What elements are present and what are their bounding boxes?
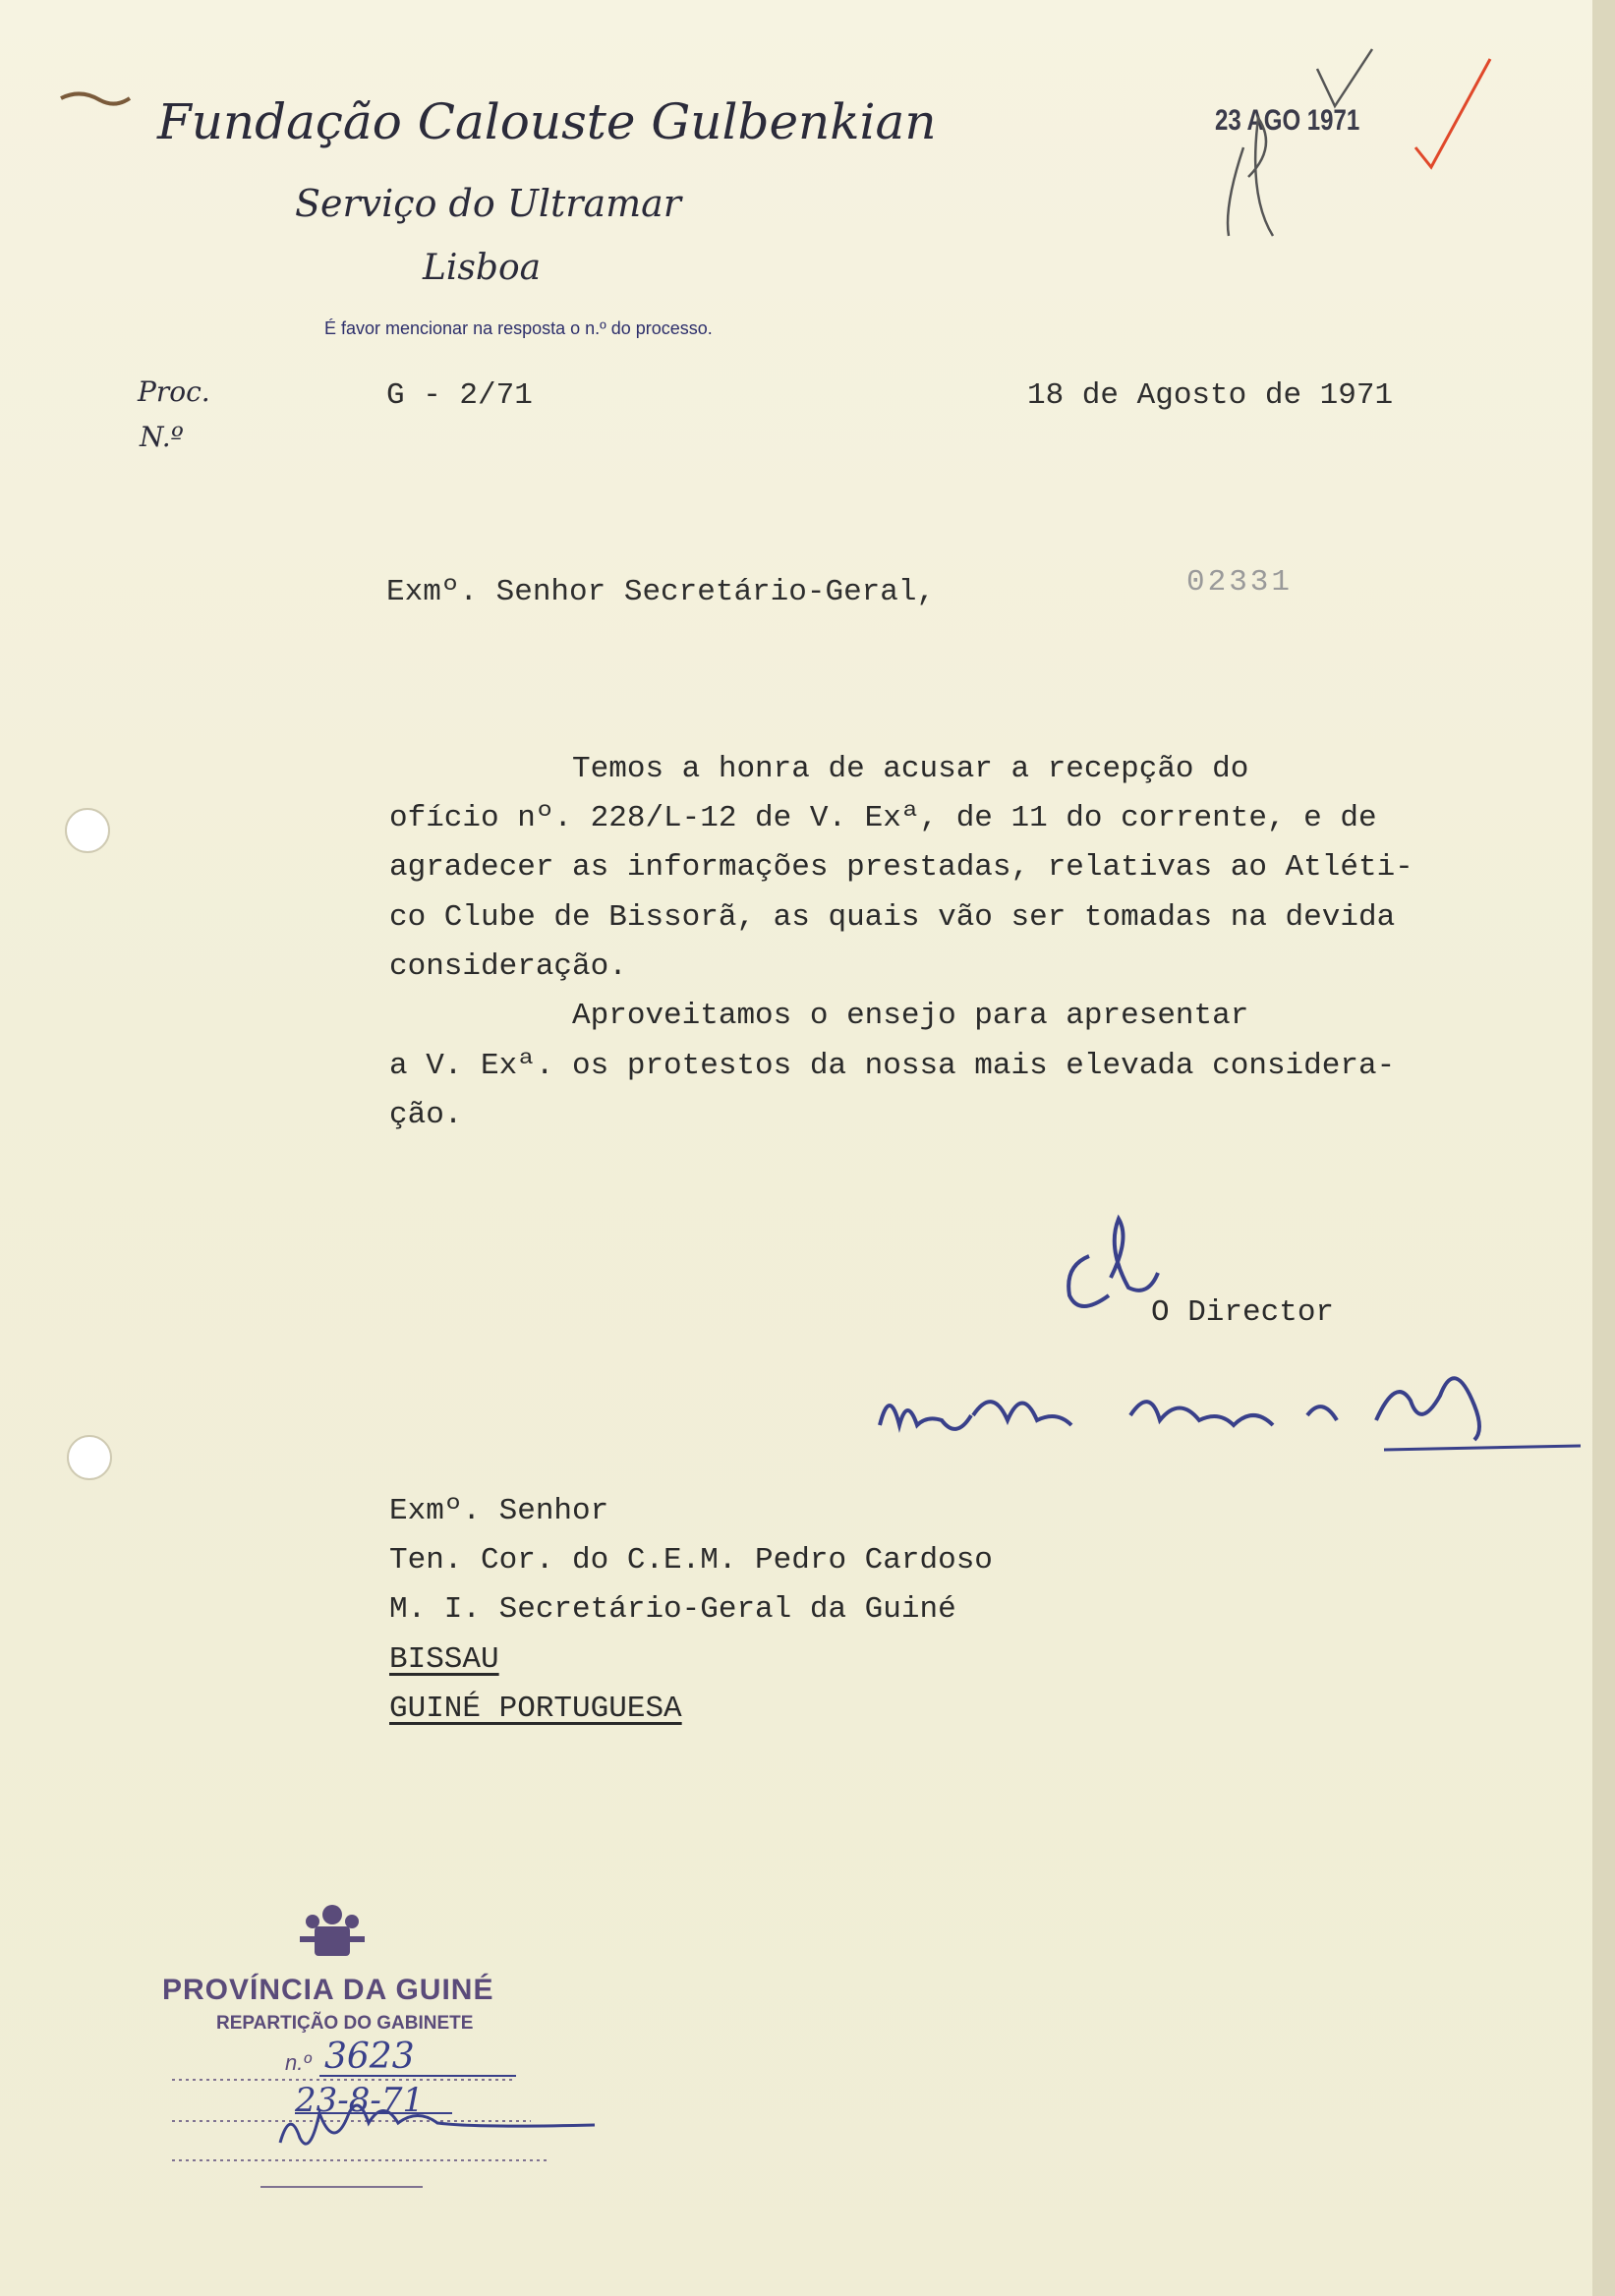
body-line: ofício nº. 228/L-12 de V. Exª, de 11 do corrente, e de [389,801,1377,835]
process-label: Proc. [138,375,210,408]
body-line: Aproveitamos o ensejo para apresentar [389,999,1249,1033]
stamp-entry-number: 3623 [324,2037,415,2077]
stamp-province: PROVÍNCIA DA GUINÉ [162,1974,494,2006]
registry-number: 02331 [1186,565,1294,600]
body-line: ção. [389,1098,463,1132]
signoff-title: O Director [1151,1295,1335,1330]
process-reference: G - 2/71 [386,378,533,413]
addressee-line: Ten. Cor. do C.E.M. Pedro Cardoso [389,1543,993,1578]
letterhead-reference-note: É favor mencionar na resposta o n.º do processo. [324,318,713,338]
stamp-office: REPARTIÇÃO DO GABINETE [216,2013,474,2034]
salutation: Exmº. Senhor Secretário-Geral, [386,575,936,609]
addressee-city: BISSAU [389,1642,499,1677]
body-line: a V. Exª. os protestos da nossa mais elevada considera- [389,1049,1396,1083]
punch-hole-top [65,808,110,853]
letterhead-service: Serviço do Ultramar [295,182,681,225]
addressee-country: GUINÉ PORTUGUESA [389,1692,682,1726]
body-line: co Clube de Bissorã, as quais vão ser tomadas na devida [389,900,1396,935]
body-line: agradecer as informações prestadas, relativas ao Atléti- [389,850,1413,885]
addressee-line: M. I. Secretário-Geral da Guiné [389,1592,956,1627]
body-line: Temos a honra de acusar a recepção do [389,752,1249,786]
number-label: N.º [140,421,184,453]
punch-hole-bottom [67,1435,112,1480]
letterhead-city: Lisboa [423,248,542,288]
letter-date: 18 de Agosto de 1971 [1027,378,1394,413]
letterhead-foundation: Fundação Calouste Gulbenkian [157,93,937,150]
received-date-stamp: 23 AGO 1971 [1215,104,1360,137]
scan-edge [1592,0,1615,2296]
stamp-entry-label: n.º [285,2050,312,2075]
addressee-line: Exmº. Senhor [389,1494,609,1528]
stamp-entry-date: 23-8-71 [295,2081,425,2120]
body-line: consideração. [389,949,627,984]
